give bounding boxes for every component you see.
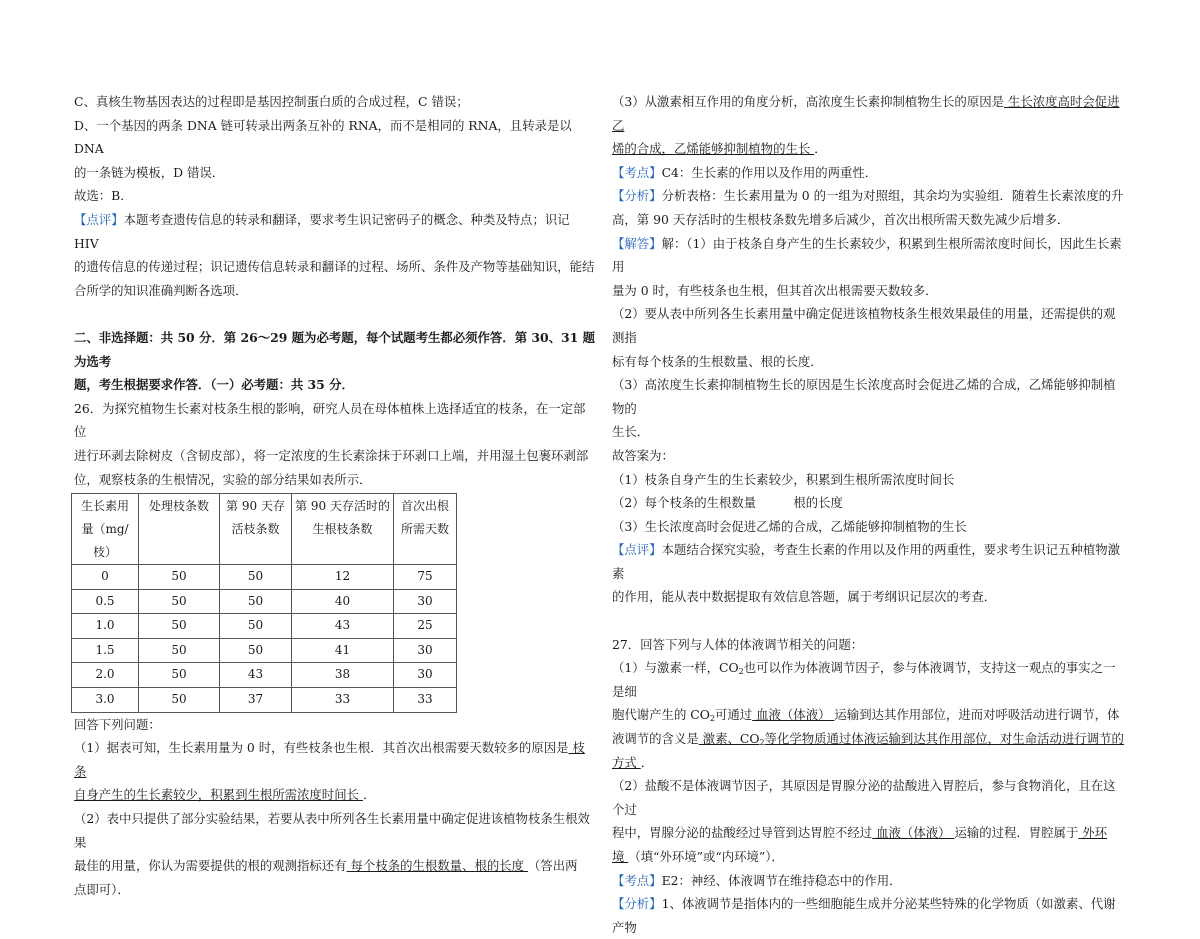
text-line: 量为 0 时，有些枝条也生根，但其首次出根需要天数较多． bbox=[612, 282, 938, 298]
answer-line: 液调节的含义是 激素、$CO_2$等化学物质通过体液运输到达其作用部位，对生命活动进行调节的 bbox=[612, 731, 1124, 748]
text-line: （3）高浓度生长素抑制植物生长的原因是生长浓度高时会促进乙烯的合成，乙烯能够抑制植物的 bbox=[612, 377, 1116, 416]
table-cell: 50 bbox=[139, 638, 220, 663]
comment-line: 【点评】本题结合探究实验，考查生长素的作用以及作用的两重性，要求考生识记五种植物激素 bbox=[612, 542, 1121, 581]
analysis-tag: 【分析】 bbox=[612, 188, 662, 204]
text-line: 的遗传信息的传递过程；识记遗传信息转录和翻译的过程、场所、条件及产物等基础知识，能结 bbox=[74, 259, 595, 275]
header-cell: 第 90 天存活时的 生根枝条数 bbox=[292, 494, 394, 565]
answer-blank: 外环 bbox=[1078, 825, 1108, 841]
table-row bbox=[72, 589, 457, 614]
answer-line: （1）与激素一样，$CO_2$也可以作为体液调节因子，参与体液调节，支持这一观点的事实之一是细 bbox=[612, 660, 1116, 699]
header-cell: 处理枝条数 bbox=[139, 494, 220, 565]
text-line: D、一个基因的两条 DNA 链可转录出两条互补的 RNA，而不是相同的 RNA，且转录是以 DNA bbox=[74, 117, 572, 157]
text-line: 生长． bbox=[612, 424, 650, 440]
table-cell: 43 bbox=[292, 614, 394, 639]
text-line: 的作用，能从表中数据提取有效信息答题，属于考纲识记层次的考查． bbox=[612, 589, 997, 605]
kaodian-tag: 【考点】 bbox=[612, 872, 662, 888]
question-text: 位，观察枝条的生根情况，实验的部分结果如表所示． bbox=[74, 471, 372, 487]
table-cell: 30 bbox=[394, 663, 457, 688]
table-cell: 43 bbox=[220, 663, 292, 688]
analysis-line: 【分析】分析表格：生长素用量为 0 的一组为对照组，其余均为实验组．随着生长素浓度的升 bbox=[612, 188, 1124, 204]
answer-line: 境 （填“外环境”或“内环境”）． bbox=[612, 849, 784, 864]
header-cell: 第 90 天存 活枝条数 bbox=[220, 494, 292, 565]
table-cell: 50 bbox=[220, 638, 292, 663]
table-row bbox=[72, 638, 457, 663]
table-header-row bbox=[72, 494, 457, 565]
table-cell: 2.0 bbox=[72, 663, 139, 688]
table-cell: 0.5 bbox=[72, 589, 139, 614]
table-cell: 41 bbox=[292, 638, 394, 663]
table-cell: 40 bbox=[292, 589, 394, 614]
answer-line: 胞代谢产生的 $CO_2$可通过 血液（体液） 运输到达其作用部位，进而对呼吸活动进行调节，体 bbox=[612, 707, 1120, 724]
question-text: 27．回答下列与人体的体液调节相关的问题： bbox=[612, 636, 864, 652]
table-cell: 50 bbox=[139, 688, 220, 713]
table-cell: 50 bbox=[139, 663, 220, 688]
table-cell: 50 bbox=[220, 565, 292, 590]
table-cell: 12 bbox=[292, 565, 394, 590]
answer-line: 自身产生的生长素较少，积累到生根所需浓度时间长 ． bbox=[74, 787, 376, 803]
table-row bbox=[72, 614, 457, 639]
solution-line: 【解答】解：（1）由于枝条自身产生的生长素较少，积累到生根所需浓度时间长，因此生长素用 bbox=[612, 235, 1122, 275]
answer-blank: 烯的合成，乙烯能够抑制植物的生长 bbox=[612, 141, 815, 157]
answer-blank: 激素、$CO_2$等化学物质通过体液运输到达其作用部位，对生命活动进行调节的 bbox=[698, 731, 1124, 748]
comment-tag: 【点评】 bbox=[612, 542, 662, 558]
text-line: 回答下列问题： bbox=[74, 716, 161, 732]
table-row bbox=[72, 663, 457, 688]
table-cell: 1.0 bbox=[72, 614, 139, 639]
kaodian-line: 【考点】E2：神经、体液调节在维持稳态中的作用． bbox=[612, 872, 902, 888]
answer-line: （2）表中只提供了部分实验结果，若要从表中所列各生长素用量中确定促进该植物枝条生根效果 bbox=[74, 811, 590, 850]
table-cell: 1.5 bbox=[72, 638, 139, 663]
answer-blank: 血液（体液） bbox=[752, 707, 835, 723]
answer-blank: 自身产生的生长素较少，积累到生根所需浓度时间长 bbox=[74, 787, 363, 803]
answer-blank: 每个枝条的生根数量、根的长度 bbox=[346, 858, 528, 874]
left-column bbox=[74, 90, 596, 901]
table-row bbox=[72, 688, 457, 713]
text-line: 合所学的知识准确判断各选项． bbox=[74, 282, 248, 298]
table-cell: 0 bbox=[72, 565, 139, 590]
table-cell: 33 bbox=[292, 688, 394, 713]
answer-line: 最佳的用量，你认为需要提供的根的观测指标还有 每个枝条的生根数量、根的长度 （答出两 bbox=[74, 858, 578, 874]
header-cell: 生长素用 量（mg/ 枝） bbox=[72, 494, 139, 565]
table-cell: 50 bbox=[139, 565, 220, 590]
table-cell: 33 bbox=[394, 688, 457, 713]
table-cell: 50 bbox=[139, 614, 220, 639]
text-line: 高，第 90 天存活时的生根枝条数先增多后减少，首次出根所需天数先减少后增多． bbox=[612, 211, 1070, 227]
results-table bbox=[71, 493, 457, 713]
text-line: C、真核生物基因表达的过程即是基因控制蛋白质的合成过程，C 错误； bbox=[74, 94, 469, 109]
kaodian-tag: 【考点】 bbox=[612, 164, 662, 180]
text-line: （2）盐酸不是体液调节因子，其原因是胃腺分泌的盐酸进入胃腔后，参与食物消化，且在这个过 bbox=[612, 778, 1116, 817]
text-line: 故答案为： bbox=[612, 447, 674, 463]
answer-line: 烯的合成，乙烯能够抑制植物的生长 ． bbox=[612, 141, 827, 157]
comment-text: 本题考查遗传信息的转录和翻译，要求考生识记密码子的概念、种类及特点；识记 HIV bbox=[74, 211, 570, 251]
table-cell: 30 bbox=[394, 589, 457, 614]
header-cell: 首次出根 所需天数 bbox=[394, 494, 457, 565]
analysis-tag: 【分析】 bbox=[612, 896, 662, 912]
table-cell: 25 bbox=[394, 614, 457, 639]
table-cell: 30 bbox=[394, 638, 457, 663]
answer-line: 程中，胃腺分泌的盐酸经过导管到达胃腔不经过 血液（体液） 运输的过程．胃腔属于 外环 bbox=[612, 825, 1108, 841]
answer-blank: 境 bbox=[612, 849, 629, 864]
question-text: 26．为探究植物生长素对枝条生根的影响，研究人员在母体植株上选择适宜的枝条，在一定部位 bbox=[74, 400, 586, 440]
table-cell: 50 bbox=[220, 614, 292, 639]
answer-line: （3）从激素相互作用的角度分析，高浓度生长素抑制植物生长的原因是 生长浓度高时会促进乙 bbox=[612, 94, 1120, 133]
table-cell: 37 bbox=[220, 688, 292, 713]
text-line: （3）生长浓度高时会促进乙烯的合成，乙烯能够抑制植物的生长 bbox=[612, 518, 967, 534]
section-heading: 二、非选择题：共 50 分．第 26～29 题为必考题，每个试题考生都必须作答．第 30、31 题为选考 bbox=[74, 329, 595, 369]
text-line: （2）要从表中所列各生长素用量中确定促进该植物枝条生根效果最佳的用量，还需提供的观测指 bbox=[612, 306, 1116, 345]
table-cell: 50 bbox=[139, 589, 220, 614]
answer-line: 点即可）． bbox=[74, 881, 130, 897]
answer-blank: 方式 bbox=[612, 754, 641, 770]
comment-line bbox=[74, 208, 596, 255]
text-line: 标有每个枝条的生根数量、根的长度． bbox=[612, 353, 823, 369]
answer-line: 方式 ． bbox=[612, 754, 654, 770]
answer-blank: 血液（体液） bbox=[872, 825, 955, 841]
answer-blank: 生长浓度高时会促进乙 bbox=[612, 94, 1120, 133]
table-row bbox=[72, 565, 457, 590]
answer-blank: 枝条 bbox=[74, 740, 585, 779]
text-line: （2）每个枝条的生根数量 根的长度 bbox=[612, 495, 843, 511]
section-heading: 题，考生根据要求作答．（一）必考题：共 35 分． bbox=[74, 377, 354, 393]
table-cell: 75 bbox=[394, 565, 457, 590]
kaodian-line: 【考点】C4：生长素的作用以及作用的两重性． bbox=[612, 164, 878, 180]
solution-tag: 【解答】 bbox=[612, 235, 662, 251]
comment-tag: 【点评】 bbox=[74, 211, 124, 227]
right-column bbox=[612, 90, 1127, 939]
answer-line: （1）据表可知，生长素用量为 0 时，有些枝条也生根．其首次出根需要天数较多的原因是 枝条 bbox=[74, 740, 585, 779]
text-line: 的一条链为模板，D 错误． bbox=[74, 164, 225, 180]
question-text: 进行环剥去除树皮（含韧皮部），将一定浓度的生长素涂抹于环剥口上端，并用湿土包裹环剥部 bbox=[74, 447, 589, 463]
table-cell: 50 bbox=[220, 589, 292, 614]
text-line: 故选：B． bbox=[74, 188, 133, 204]
analysis-line: 【分析】1、体液调节是指体内的一些细胞能生成并分泌某些特殊的化学物质（如激素、代谢产物 bbox=[612, 896, 1116, 935]
table-cell: 38 bbox=[292, 663, 394, 688]
text-line: （1）枝条自身产生的生长素较少，积累到生根所需浓度时间长 bbox=[612, 471, 955, 487]
table-cell: 3.0 bbox=[72, 688, 139, 713]
